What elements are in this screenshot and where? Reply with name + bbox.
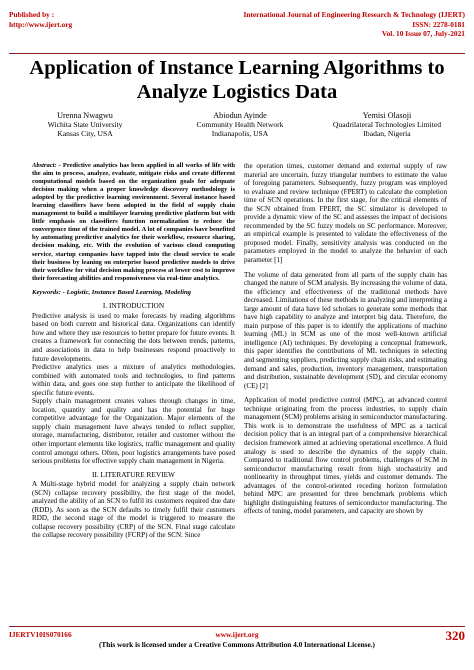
title-line-1: Application of Instance Learning Algorithms to — [29, 57, 445, 79]
author-name: Yemisi Olasoji — [362, 111, 412, 120]
paragraph: Predictive analysis is used to make forecasts by reading algorithms based on both current and historical data. Organizations can identify how and where they use resources to better prepare for future events. It creates a framework for connecting the dots between trends, patterns, and associations in data to help businesses respond proactively to future developments. — [32, 311, 235, 363]
volume-issue: Vol. 10 Issue 07, July-2021 — [381, 29, 465, 39]
published-by: Published by : — [9, 10, 55, 19]
author-location: Indianapolis, USA — [211, 129, 269, 139]
section-heading-introduction: I. INTRODUCTION — [102, 301, 165, 311]
paragraph: Predictive analytics uses a mixture of analytics methodologies, combined with automated tools and technologies, to find patterns within data, and goes one step further to anticipate the likelihood of specific future events. — [32, 363, 235, 397]
author-2 — [165, 111, 315, 139]
paragraph: The volume of data generated from all parts of the supply chain has changed the nature of SCM analysis. By increasing the volume of data, the efficiency and effectiveness of the traditional methods have decreased. Limitations of these methods in analyzing and interpreting a large amount of data have led scholars to generate some methods that have high capability to analyze and interpret big data. Therefore, the main purpose of this paper is to identify the applications of machine learning (ML) in SCM as one of the most well-known artificial intelligence (AI) techniques. By developing a conceptual framework, this paper identifies the contributions of ML techniques in selecting and segmenting suppliers, predicting supply chain risks, and estimating demand and sales, production, inventory management, transportation and distribution, sustainable development (SD), and circular economy (CE) [2] — [244, 270, 447, 390]
author-location: Kansas City, USA — [57, 129, 113, 139]
abstract-label: Abstract: - — [32, 162, 61, 169]
journal-name: International Journal of Engineering Research & Technology (IJERT) — [243, 10, 465, 19]
section-heading-literature-review: II. LITERATURE REVIEW — [92, 469, 175, 479]
paragraph: Application of model predictive control (MPC), an advanced control technique originating from the process industries, to supply chain management (SCM) problems arising in semiconductor manufacturing. This work is to demonstrate the usefulness of MPC as a tactical decision policy that is an integral part of a comprehensive hierarchical decision framework aimed at achieving operational excellence. A fluid analogy is used to describe the dynamics of the supply chain. Compared to traditional flow control problems, challenges of SCM in semiconductor manufacturing result from high stochasticity and nonlinearity in throughput times, yields and customer demands. The advantages of the control-oriented receding horizon formulation behind MPC are presented for three benchmark problems which highlight distinguishing features of semiconductor manufacturing. The effects of tuning, model parameters, and capacity are shown by — [244, 396, 447, 516]
page-footer — [9, 626, 465, 656]
author-affiliation: Community Health Network — [196, 120, 284, 130]
header-right — [243, 10, 465, 39]
footer-url-link[interactable]: www.ijert.org — [215, 630, 259, 639]
journal-header — [9, 10, 465, 54]
header-left — [9, 10, 72, 29]
paragraph: A Multi-stage hybrid model for analyzing a supply chain network (SCN) collapse recovery possibility, the first stage of the model, analyzed the ability of an SCN to fulfil its customers required due date (RDD). As soon as the SCN defaults to timely fulfil their customers RDD, the second stage of the model is triggered to measure the collapse recovery possibility (CRP) of the SCN. Final stage calculate the collapse recovery possibility (FCRP) of the SCN. Since — [32, 480, 235, 540]
license-notice[interactable]: (This work is licensed under a Creative Commons Attribution 4.0 International License.) — [98, 639, 375, 649]
abstract — [32, 162, 235, 283]
author-block — [10, 111, 464, 147]
paragraph: Supply chain management creates values through changes in time, location, quantity and quality and has the potential for huge competitive advantage for the Organization. Major elements of the supply chain management have always tended to reflect supplier, storage, manufacturing, distributor, retailer and customer without the other important elements like logistics, traffic management and quality control amongst others. Often, poor logistics arrangements have posed serious problems for effective supply chain management in Nigeria. — [32, 397, 235, 466]
paper-id: IJERTV10IS070166 — [9, 630, 72, 639]
author-3 — [310, 111, 464, 139]
author-name: Abiodun Ayinde — [213, 111, 267, 120]
journal-url-link[interactable]: http://www.ijert.org — [9, 19, 73, 29]
author-name: Urenna Nwagwu — [57, 111, 113, 120]
keywords: Keywords: - Logistic, Instance Based Learning, Modeling — [32, 288, 192, 296]
author-affiliation: Quadrilateral Technologies Limited — [332, 120, 442, 130]
paper-title — [10, 57, 464, 104]
right-column — [244, 162, 447, 516]
footer-divider — [9, 626, 465, 627]
author-location: Ibadan, Nigeria — [363, 129, 411, 139]
page-number: 320 — [445, 628, 465, 643]
author-1 — [10, 111, 160, 139]
footer-center — [9, 630, 465, 649]
header-divider — [9, 53, 465, 54]
abstract-text: Predictive analytics has been applied in all works of life with the aim to process, analyze, evaluate, mitigate risks and create different computational models based on the organization goals for adequate decision making when a proper knowledge discovery methodology is adopted by the predictive learning environment. Several instance based learning classifiers have been adopted in the field of supply chain management to build a multilayer learning predictive platform but with little emphasis on classifiers function normalization to reduce the convergence time of the trained model. A lot of companies have benefited by automating predictive analytics for their workflow, resource sharing, decision making, etc. With the evolution of various cloud computing service, startup companies have tapped into the cloud service to scale their business by leaning on enterprise based predictive models to drive their workflow for vital decision making process at lower cost to improve their forecasting abilities and responsiveness via real-time analytics. — [32, 162, 235, 282]
left-column — [32, 162, 235, 540]
issn: ISSN: 2278-0181 — [412, 19, 465, 29]
paragraph: the operation times, customer demand and external supply of raw material are uncertain, fuzzy triangular numbers to estimate the value of foregoing parameters. Subsequently, fuzzy program was employed to evaluate and review technique (FPERT) to calculate the completion time of SCN operations. In the first stage, for the critical elements of the SCN obtained from FPERT, the SC simulator is developed to provide a dynamic view of the SC and assesses the impact of decisions recommended by the SC fuzzy models on SC performance. Moreover, an empirical example is presented to validate the effectiveness of the proposed model. Finally, sensitivity analysis was conducted on the parameters employed in the model to analyze the behavior of each parameter [1] — [244, 162, 447, 265]
title-line-2: Analyze Logistics Data — [136, 80, 338, 103]
author-affiliation: Wichita State University — [47, 120, 123, 130]
